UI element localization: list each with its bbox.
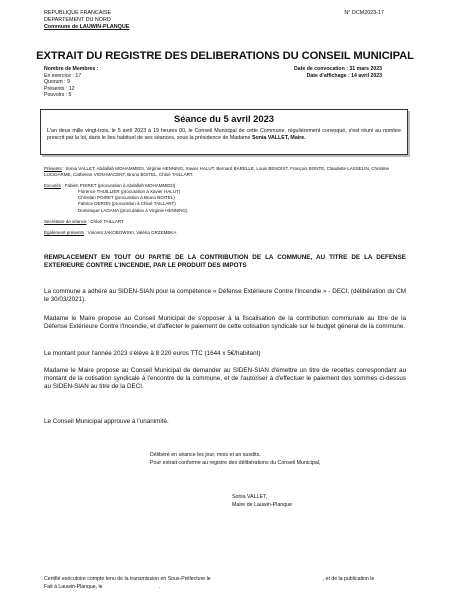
- paragraph-titre-recettes: Madame le Maire propose au Conseil Municipal de demander au SIDEN-SIAN d'émettre un titre de recettes correspondant au montant de la cotisation syndicale à l'encontre de la commune, et de l'autoriser à d'effectuer le paiement des sommes ci-dessus au SIDEN-SIAN au titre de la DECI.: [44, 367, 406, 391]
- excuse-item: Dominique LAGANA (procuration à Virginie HENNING): [78, 207, 188, 213]
- document-title: EXTRAIT DU REGISTRE DES DELIBERATIONS DU CONSEIL MUNICIPAL: [36, 50, 414, 62]
- seance-title: Séance du 5 avril 2023: [173, 113, 275, 124]
- signatory-name: Sonia VALLET,: [232, 494, 268, 500]
- egalement-line: Également présents : Vincent JAKOBOWSKI, Valéria GRZEMBKA: [44, 229, 177, 235]
- convocation-date: Date de convocation : 31 mars 2023: [294, 66, 382, 72]
- excuse-item: Fabrice DERON (procuration à Chloé TAILLART): [78, 201, 176, 207]
- closing-block: [150, 451, 320, 467]
- members-presents: Présents : 12: [44, 85, 75, 92]
- excuse-item: Christian POIRET (procuration à Bruno BOITEL): [78, 195, 175, 201]
- republic-label: REPUBLIQUE FRANCAISE: [44, 10, 112, 16]
- members-label: Nombre de Membres :: [44, 66, 99, 72]
- presents-line: Présents : Sonia VALLET, Abdallah MOHAMMEDI, Virginie HENNING, Xavier HALUT, Bernard BARELLE, Louis BENOIST, François BONTE, Claudette LASSELIN, Christine LUCIDARME, Catherine VION-MACENT, Bruno BOITEL, Chloé TAILLART.: [44, 166, 389, 178]
- affichage-date: Date d'affichage : 14 avril 2023: [306, 72, 382, 79]
- excuse-item: Florence THUILLIER (procuration à Xavier HALUT): [78, 189, 181, 195]
- department-label: DEPARTEMENT DU NORD: [44, 16, 111, 23]
- commune-label: Commune de LAUWIN-PLANQUE: [44, 23, 130, 30]
- footer-line-2: Fait à Lauwin-Planque, le .: [44, 583, 160, 590]
- paragraph-fiscalisation: Madame le Maire propose au Conseil Municipal de s'opposer à la fiscalisation de la contribution communale au titre de la Défense Extérieure Contre l'Incendie, et d'affecter le paiement de cette cotisation syndicale sur le budget général de la commune.: [44, 315, 406, 331]
- document-header: [44, 10, 129, 30]
- members-en-exercice: En exercice : 17: [44, 72, 82, 79]
- secretaire-line: Secrétaire de séance : Chloé TAILLART: [44, 218, 124, 224]
- footer-certification: [44, 576, 374, 591]
- signatory-title: Maire de Lauwin-Planque: [232, 502, 293, 508]
- seance-president: Sonia VALLET, Maire.: [251, 135, 306, 142]
- dates-block: [294, 66, 382, 79]
- members-pouvoirs: Pouvoirs : 5: [44, 92, 72, 98]
- deliberation-heading: REMPLACEMENT EN TOUT OU PARTIE DE LA CONTRIBUTION DE LA COMMUNE, AU TITRE DE LA DEFENSE EXTERIEURE CONTRE L'INCENDIE, PAR LE PRODUIT DES IMPOTS: [44, 254, 406, 270]
- footer-line-1: Certifié exécutoire compte tenu de la transmission en Sous-Préfecture le , et de la publication le: [44, 576, 375, 582]
- members-quorum: Quorum : 9: [44, 79, 70, 85]
- closing-line-1: Délibéré en séance les jour, mois et an susdits.: [150, 452, 261, 458]
- paragraph-adhesion: La commune a adhéré au SIDEN-SIAN pour la compétence « Défense Extérieure Contre l'Incendie » - DECI, (délibération du CM le 30/03/2021).: [44, 288, 406, 304]
- paragraph-approbation: Le Conseil Municipal approuve à l'unanimité.: [44, 418, 169, 425]
- paragraph-montant: Le montant pour l'année 2023 s'élève à 8 220 euros TTC (1644 x 5€/habitant): [44, 350, 261, 357]
- document-number: N° DCM2023-17: [344, 10, 384, 16]
- closing-line-2: Pour extrait conforme au registre des délibérations du Conseil Municipal,: [150, 460, 321, 466]
- members-block: [44, 66, 98, 99]
- seance-intro: L'an deux mille vingt-trois, le 5 avril 2023 à 19 heures 00, le Conseil Municipal de cette Commune, régulièrement convoqué, s'est réuni au nombre prescrit par la loi, dans le lieu habituel de ses séances, sous la présidence de Madame Sonia VALLET, Maire.: [47, 128, 401, 142]
- signature-block: [232, 493, 292, 509]
- excuses-line: Excusés : Fabien POIRET (procuration à Abdallah MOHAMMEDI): [44, 183, 176, 189]
- presence-block: [44, 166, 399, 236]
- seance-box: [40, 109, 408, 155]
